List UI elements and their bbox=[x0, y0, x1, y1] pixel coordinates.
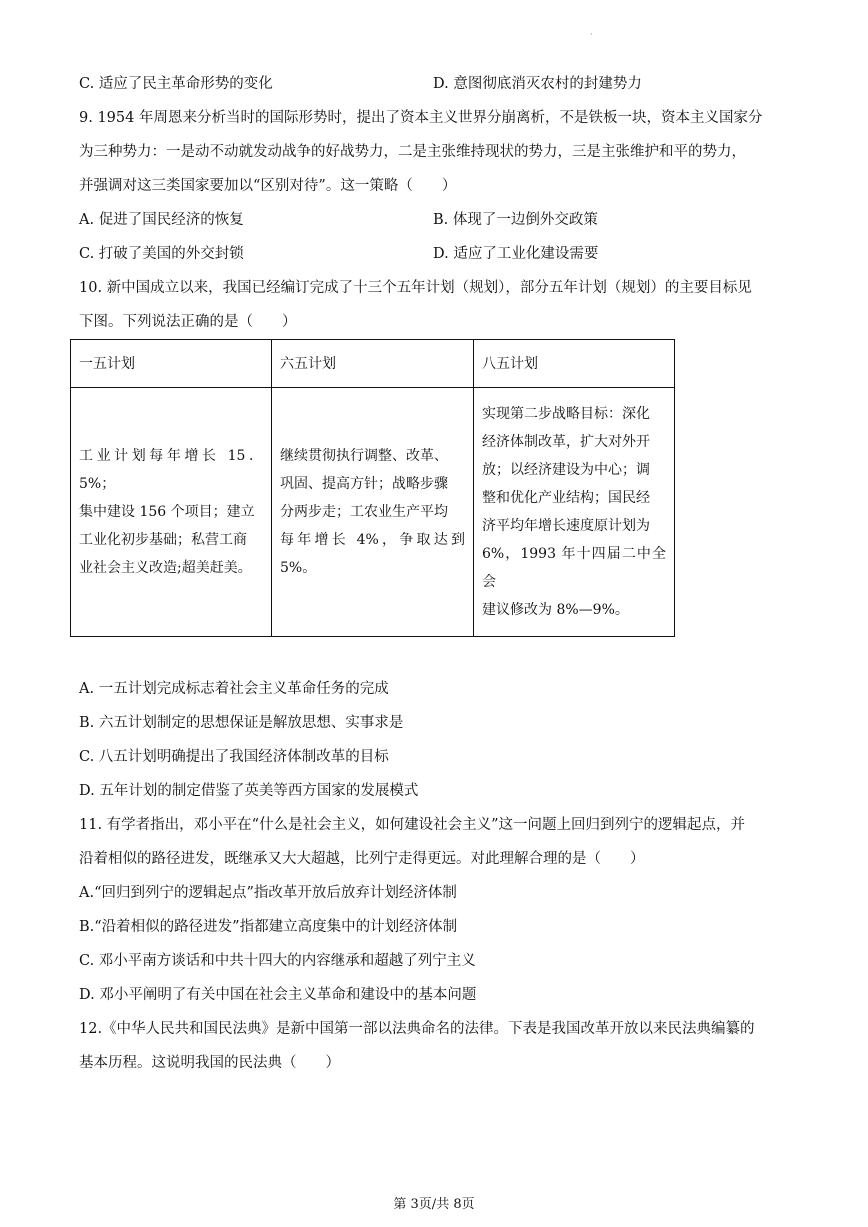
prev-option-d: D. 意图彻底消灭农村的封建势力 bbox=[433, 76, 642, 92]
table-cell-text-plan6: 继续贯彻执行调整、改革、 巩固、提高方针；战略步骤 分两步走；工农业生产平均 每年增长 4%，争取达到 5%。 bbox=[280, 448, 465, 576]
q10-stem-line-2: 下图。下列说法正确的是（ ） bbox=[79, 314, 297, 330]
q11-stem-line-2: 沿着相似的路径进发，既继承又大大超越，比列宁走得更远。对此理解合理的是（ ） bbox=[79, 851, 645, 867]
q11-option-d: D. 邓小平阐明了有关中国在社会主义革命和建设中的基本问题 bbox=[79, 987, 477, 1003]
q10-option-a: A. 一五计划完成标志着社会主义革命任务的完成 bbox=[79, 681, 389, 697]
q10-option-d: D. 五年计划的制定借鉴了英美等西方国家的发展模式 bbox=[79, 783, 419, 799]
q11-option-a: A.“回归到列宁的逻辑起点”指改革开放后放弃计划经济体制 bbox=[79, 885, 457, 901]
q9-stem-line-1: 9. 1954 年周恩来分析当时的国际形势时，提出了资本主义世界分崩离析，不是铁板一块，资本主义国家分 bbox=[79, 110, 763, 126]
q9-stem-line-3: 并强调对这三类国家要加以“区别对待”。这一策略（ ） bbox=[79, 178, 457, 194]
q9-option-a: A. 促进了国民经济的恢复 bbox=[79, 212, 244, 228]
q9-option-d: D. 适应了工业化建设需要 bbox=[433, 246, 599, 262]
q11-option-c: C. 邓小平南方谈话和中共十四大的内容继承和超越了列宁主义 bbox=[79, 953, 476, 969]
table-cell bbox=[474, 388, 675, 637]
q9-option-b: B. 体现了一边倒外交政策 bbox=[433, 212, 598, 228]
prev-option-c: C. 适应了民主革命形势的变化 bbox=[79, 76, 273, 92]
q10-stem-line-1: 10. 新中国成立以来，我国已经编订完成了十三个五年计划（规划），部分五年计划（规划）的主要目标见 bbox=[79, 280, 752, 296]
q9-option-c: C. 打破了美国的外交封锁 bbox=[79, 246, 244, 262]
page-number-footer: 第 3页/共 8页 bbox=[393, 1197, 475, 1212]
five-year-plan-table bbox=[70, 339, 675, 637]
table-cell bbox=[272, 388, 474, 637]
table-header-row bbox=[71, 340, 675, 388]
q10-option-c: C. 八五计划明确提出了我国经济体制改革的目标 bbox=[79, 749, 389, 765]
table-cell bbox=[71, 388, 272, 637]
table-header-cell: 一五计划 bbox=[71, 340, 272, 388]
q9-stem-line-2: 为三种势力：一是动不动就发动战争的好战势力，二是主张维持现状的势力，三是主张维护和平的势力， bbox=[79, 144, 746, 160]
table-header-cell: 八五计划 bbox=[474, 340, 675, 388]
q10-option-b: B. 六五计划制定的思想保证是解放思想、实事求是 bbox=[79, 715, 404, 731]
q11-stem-line-1: 11. 有学者指出，邓小平在“什么是社会主义，如何建设社会主义”这一问题上回归到列宁的逻辑起点，并 bbox=[79, 817, 745, 833]
corner-mark: · bbox=[590, 30, 593, 40]
q12-stem-line-1: 12.《中华人民共和国民法典》是新中国第一部以法典命名的法律。下表是我国改革开放以来民法典编纂的 bbox=[79, 1021, 755, 1037]
table-row bbox=[71, 388, 675, 637]
table-header-cell: 六五计划 bbox=[272, 340, 474, 388]
table-cell-text-plan1: 工业计划每年增长 15．5%； 集中建设 156 个项目；建立 工业化初步基础；私营工商 业社会主义改造;超美赶美。 bbox=[79, 448, 263, 576]
table-cell-text-plan8: 实现第二步战略目标：深化 经济体制改革，扩大对外开 放；以经济建设为中心；调 整和优化产业结构；国民经 济平均年增长速度原计划为 6%，1993 年十四届二中全会 建议修改为 8%—9%。 bbox=[482, 406, 666, 618]
q11-option-b: B.“沿着相似的路径进发”指都建立高度集中的计划经济体制 bbox=[79, 919, 458, 935]
q12-stem-line-2: 基本历程。这说明我国的民法典（ ） bbox=[79, 1055, 340, 1071]
